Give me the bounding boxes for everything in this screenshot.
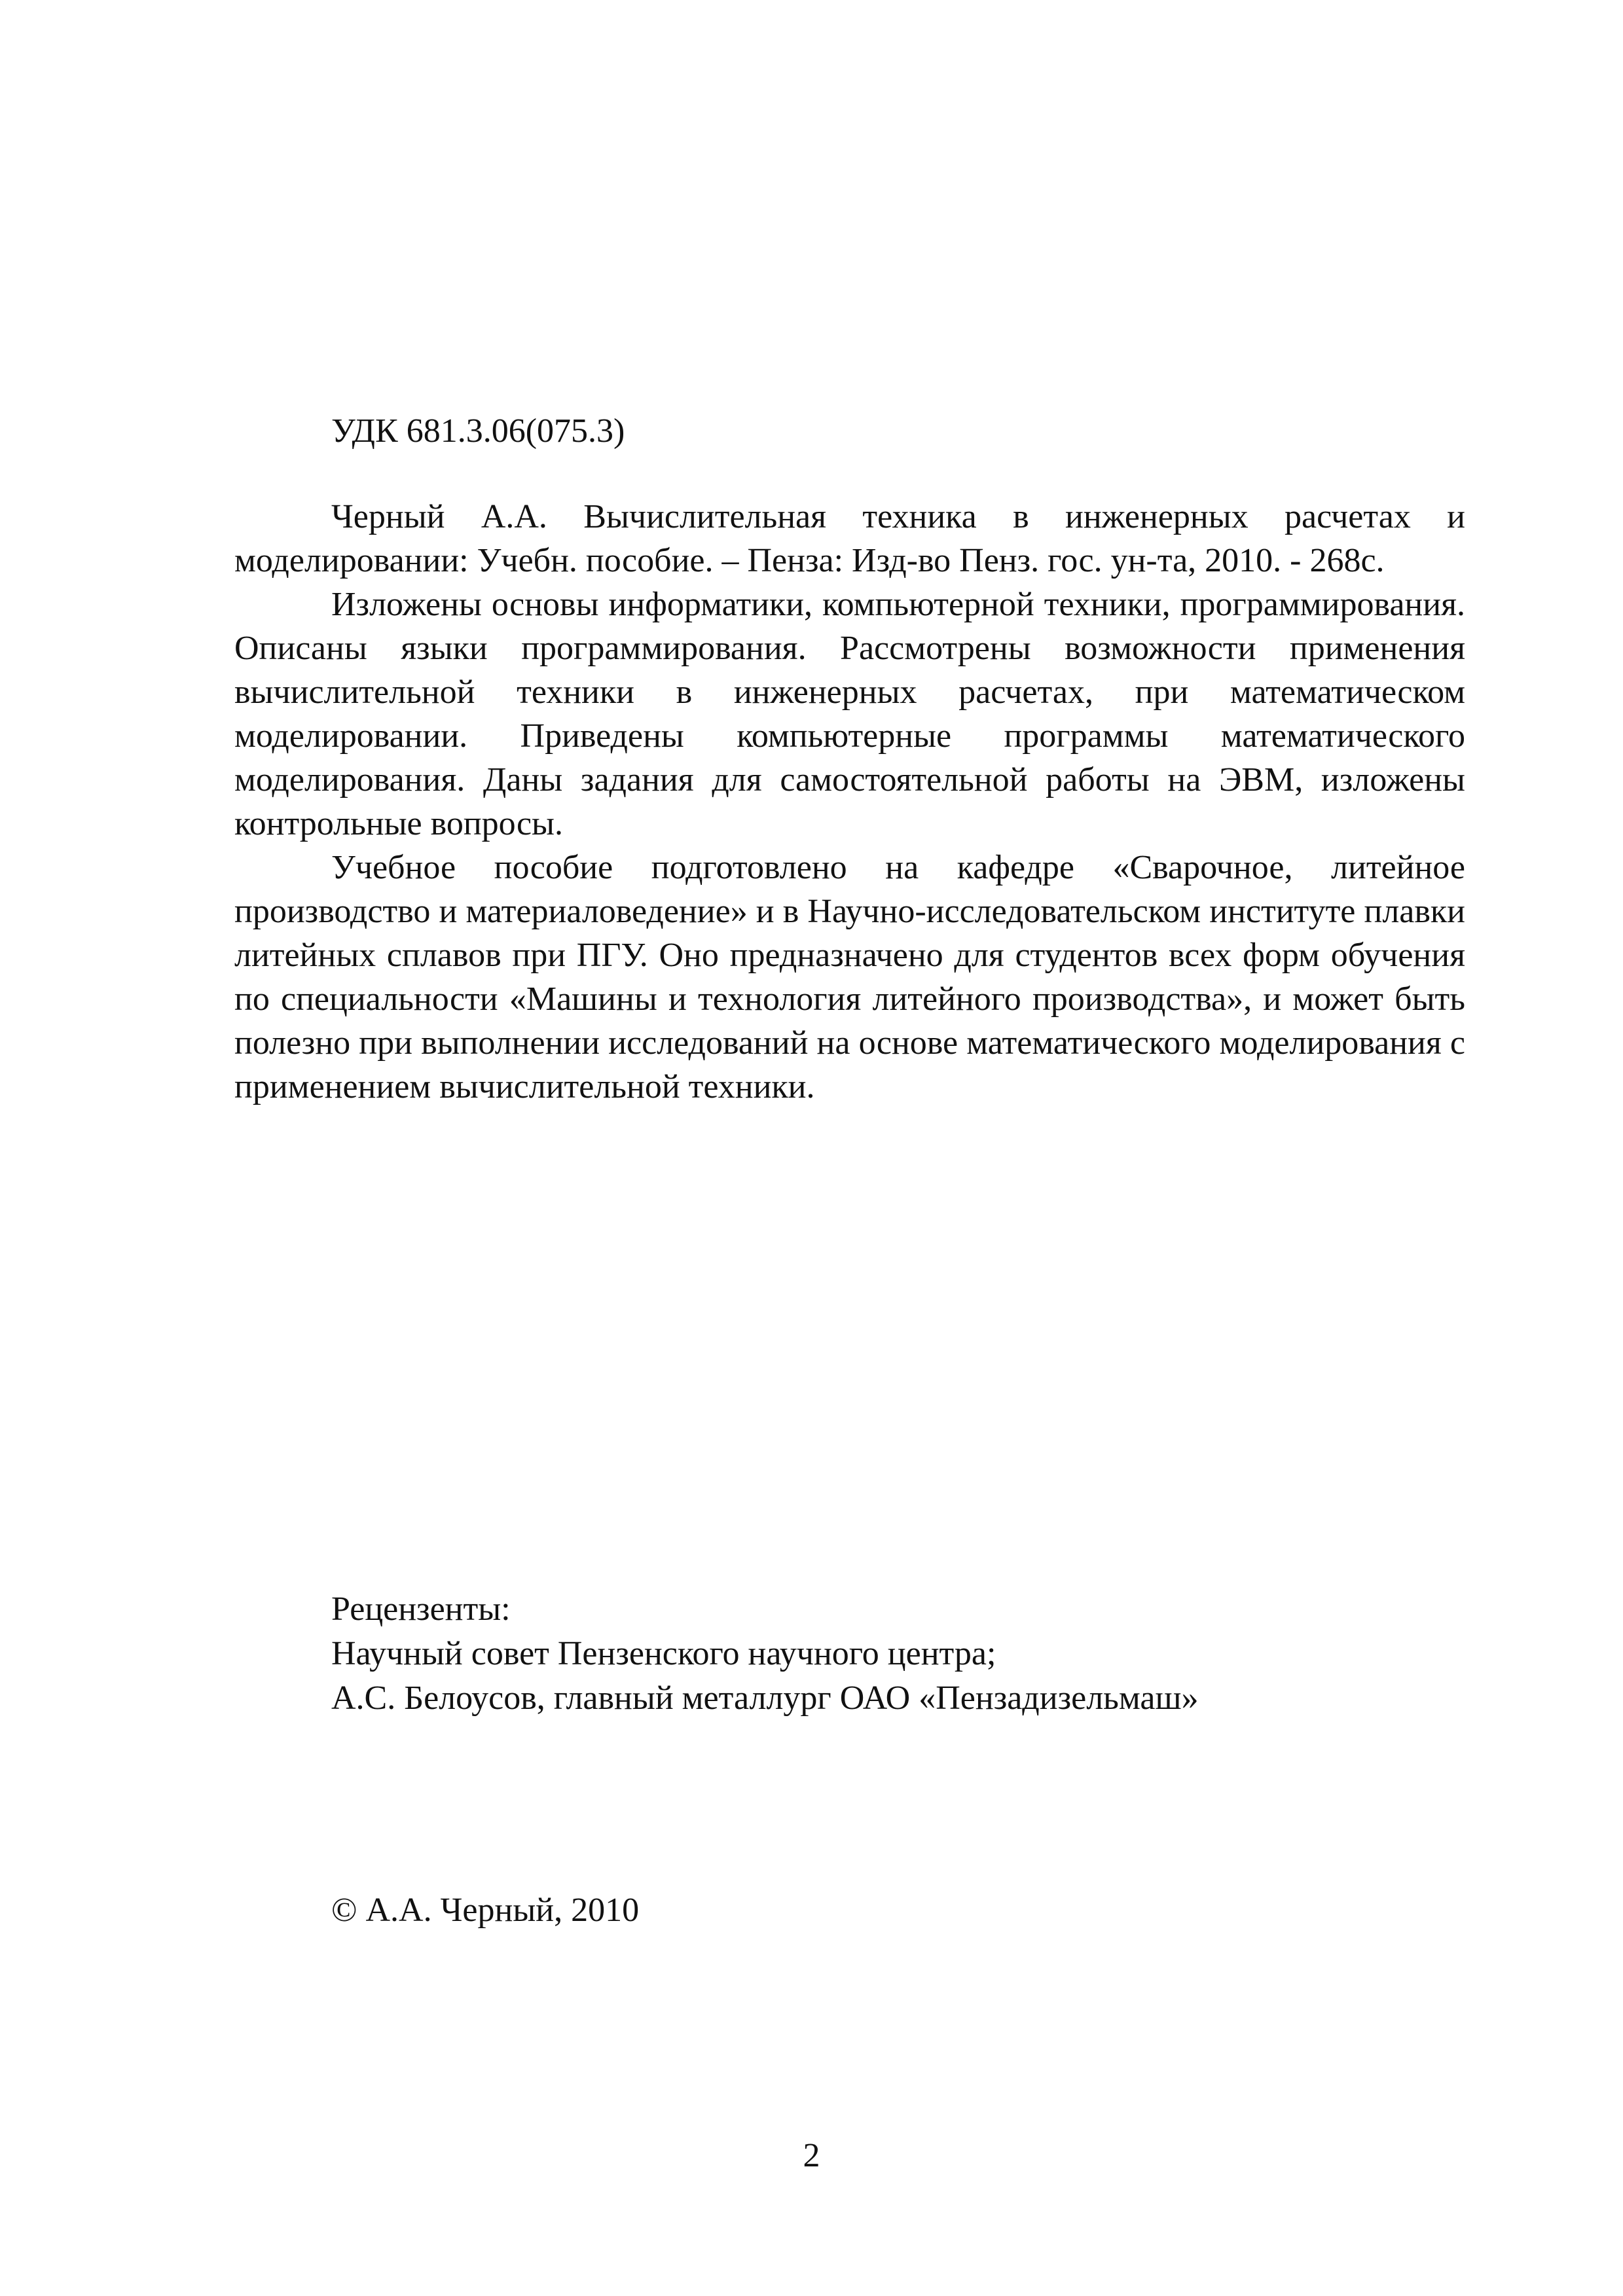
reviewers-block [331,1587,1199,1721]
reviewer-item: Научный совет Пензенского научного центра; [331,1635,996,1672]
reviewers-heading: Рецензенты: [331,1590,511,1628]
citation-paragraph: Черный А.А. Вычислительная техника в инженерных расчетах и моделировании: Учебн. пособие. – Пенза: Изд-во Пенз. гос. ун-та, 2010. - 268с. [234,498,1465,579]
page-number: 2 [803,2137,820,2174]
abstract-paragraph: Изложены основы информатики, компьютерной техники, программирования. Описаны языки программирования. Рассмотрены возможности применения вычислительной техники в инженерных расчетах, при математическом моделировании. Приведены компьютерные программы математического моделирования. Даны задания для самостоятельной работы на ЭВМ, изложены контрольные вопросы. [234,586,1465,842]
annotation-block [234,495,1465,1109]
copyright-notice: © А.А. Черный, 2010 [331,1892,640,1929]
udk-code: УДК 681.3.06(075.3) [331,412,625,450]
reviewer-item: А.С. Белоусов, главный металлург ОАО «Пензадизельмаш» [331,1679,1199,1717]
purpose-paragraph: Учебное пособие подготовлено на кафедре «Сварочное, литейное производство и материаловедение» и в Научно-исследовательском институте плавки литейных сплавов при ПГУ. Оно предназначено для студентов всех форм обучения по специальности «Машины и технология литейного производства», и может быть полезно при выполнении исследований на основе математического моделирования с применением вычислительной техники. [234,849,1465,1105]
